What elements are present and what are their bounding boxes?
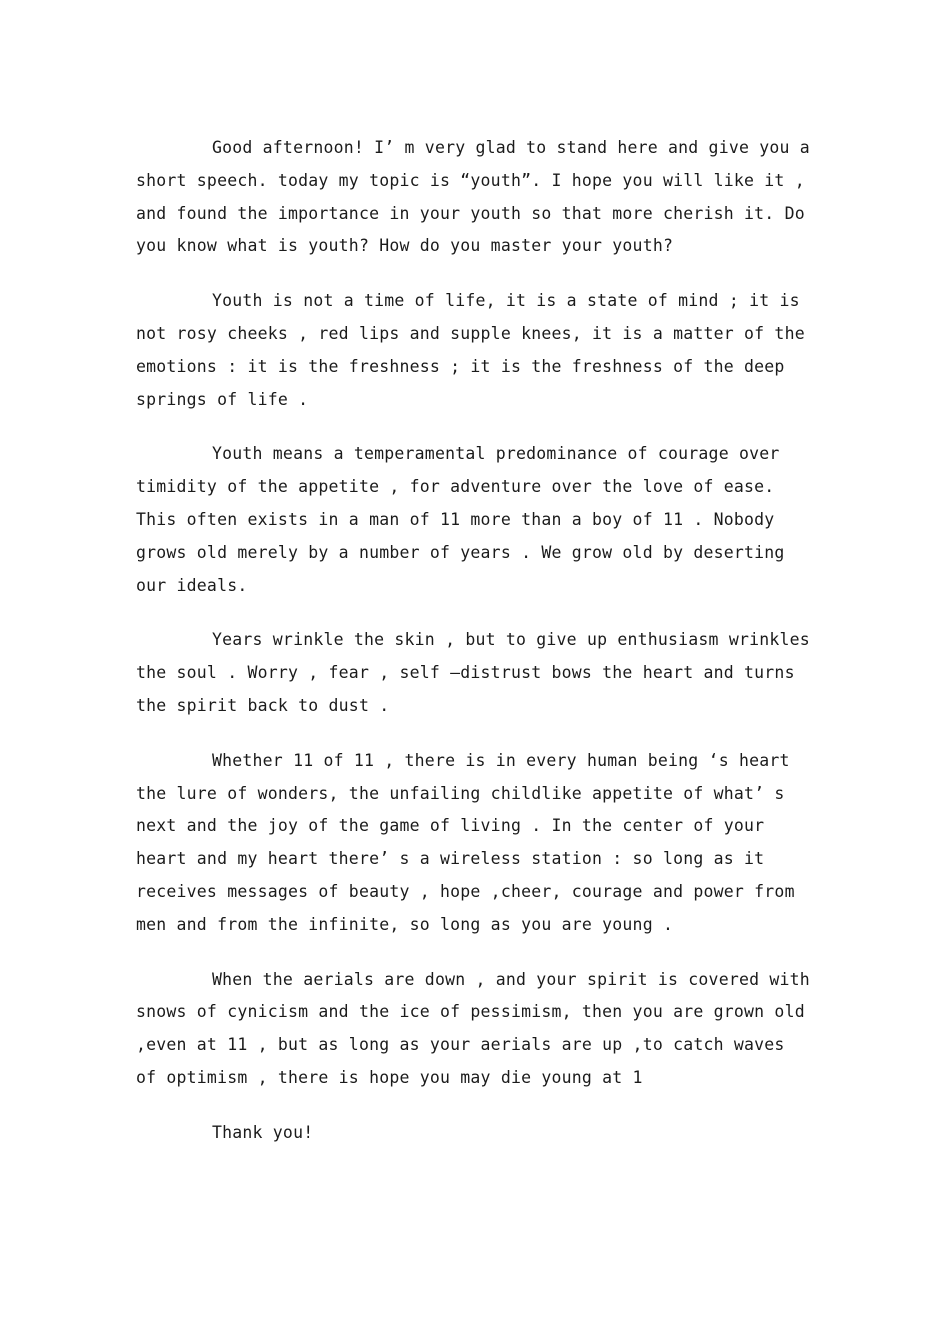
paragraph-youth-state-of-mind: Youth is not a time of life, it is a state of mind ; it is not rosy cheeks , red lips and supple knees, it is a matter of the emotions : it is the freshness ; it is the freshness of the deep springs of life . bbox=[136, 291, 805, 409]
paragraph-aerials: When the aerials are down , and your spirit is covered with snows of cynicism and the ice of pessimism, then you are grown old ,even at 11 , but as long as your aerials are up ,to catch waves of optimism , there is hope you may die young at 1 bbox=[136, 969, 810, 1087]
paragraph-greeting: Good afternoon! I’ m very glad to stand here and give you a short speech. today my topic is “youth”. I hope you will like it , and found the importance in your youth so that more cherish it. Do you know what is youth? How do you master your youth? bbox=[136, 138, 810, 256]
paragraph-wonders: Whether 11 of 11 , there is in every human being ‘s heart the lure of wonders, the unfailing childlike appetite of what’ s next and the joy of the game of living . In the center of your heart and my heart there’ s a wireless station : so long as it receives messages of beauty , hope ,cheer, courage and power from men and from the infinite, so long as you are young . bbox=[136, 750, 795, 934]
closing-thanks: Thank you! bbox=[212, 1122, 314, 1142]
paragraph-courage: Youth means a temperamental predominance of courage over timidity of the appetite , for adventure over the love of ease. This often exists in a man of 11 more than a boy of 11 . Nobody grows old merely by a number of years . We grow old by deserting our ideals. bbox=[136, 444, 785, 595]
paragraph-wrinkles: Years wrinkle the skin , but to give up enthusiasm wrinkles the soul . Worry , fear , self –distrust bows the heart and turns the spirit back to dust . bbox=[136, 630, 810, 715]
speech-body bbox=[136, 132, 812, 1150]
